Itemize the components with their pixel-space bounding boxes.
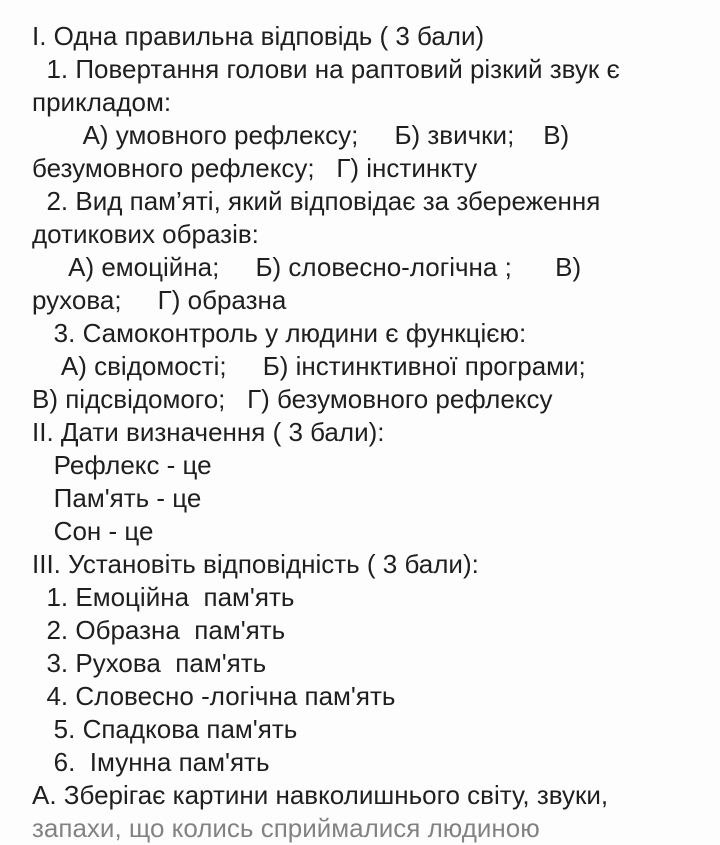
- definition-reflex: Рефлекс - це: [32, 450, 212, 480]
- question-2-text-cont: дотикових образів:: [32, 219, 259, 249]
- match-item-6: 6. Імунна пам'ять: [32, 747, 270, 777]
- question-3-options: А) свідомості; Б) інстинктивної програми;: [32, 351, 586, 381]
- definition-sleep: Сон - це: [32, 516, 154, 546]
- match-item-2: 2. Образна пам'ять: [32, 615, 286, 645]
- question-1-text-cont: прикладом:: [32, 87, 172, 117]
- question-1-options: А) умовного рефлексу; Б) звички; В): [32, 120, 570, 150]
- definition-memory: Пам'ять - це: [32, 483, 202, 513]
- match-item-3: 3. Рухова пам'ять: [32, 648, 267, 678]
- question-2-options: А) емоційна; Б) словесно-логічна ; В): [32, 252, 582, 282]
- section-2-heading: ІІ. Дати визначення ( 3 бали):: [32, 417, 385, 447]
- match-item-1: 1. Емоційна пам'ять: [32, 582, 295, 612]
- question-3-text: 3. Самоконтроль у людини є функцією:: [32, 318, 527, 348]
- section-1-heading: І. Одна правильна відповідь ( 3 бали): [32, 21, 485, 51]
- match-option-a-cont: запахи, що колись сприймалися людиною: [32, 813, 540, 843]
- match-option-a: А. Зберігає картини навколишнього світу, звуки,: [32, 780, 609, 810]
- question-1-text: 1. Повертання голови на раптовий різкий звук є: [32, 54, 620, 84]
- match-item-4: 4. Словесно -логічна пам'ять: [32, 681, 396, 711]
- question-2-options-cont: рухова; Г) образна: [32, 285, 287, 315]
- section-3-heading: ІІІ. Установіть відповідність ( 3 бали):: [32, 549, 479, 579]
- question-2-text: 2. Вид пам’яті, який відповідає за збереження: [32, 186, 601, 216]
- question-3-options-cont: В) підсвідомого; Г) безумовного рефлексу: [32, 384, 553, 414]
- question-1-options-cont: безумовного рефлексу; Г) інстинкту: [32, 153, 478, 183]
- match-item-5: 5. Спадкова пам'ять: [32, 714, 298, 744]
